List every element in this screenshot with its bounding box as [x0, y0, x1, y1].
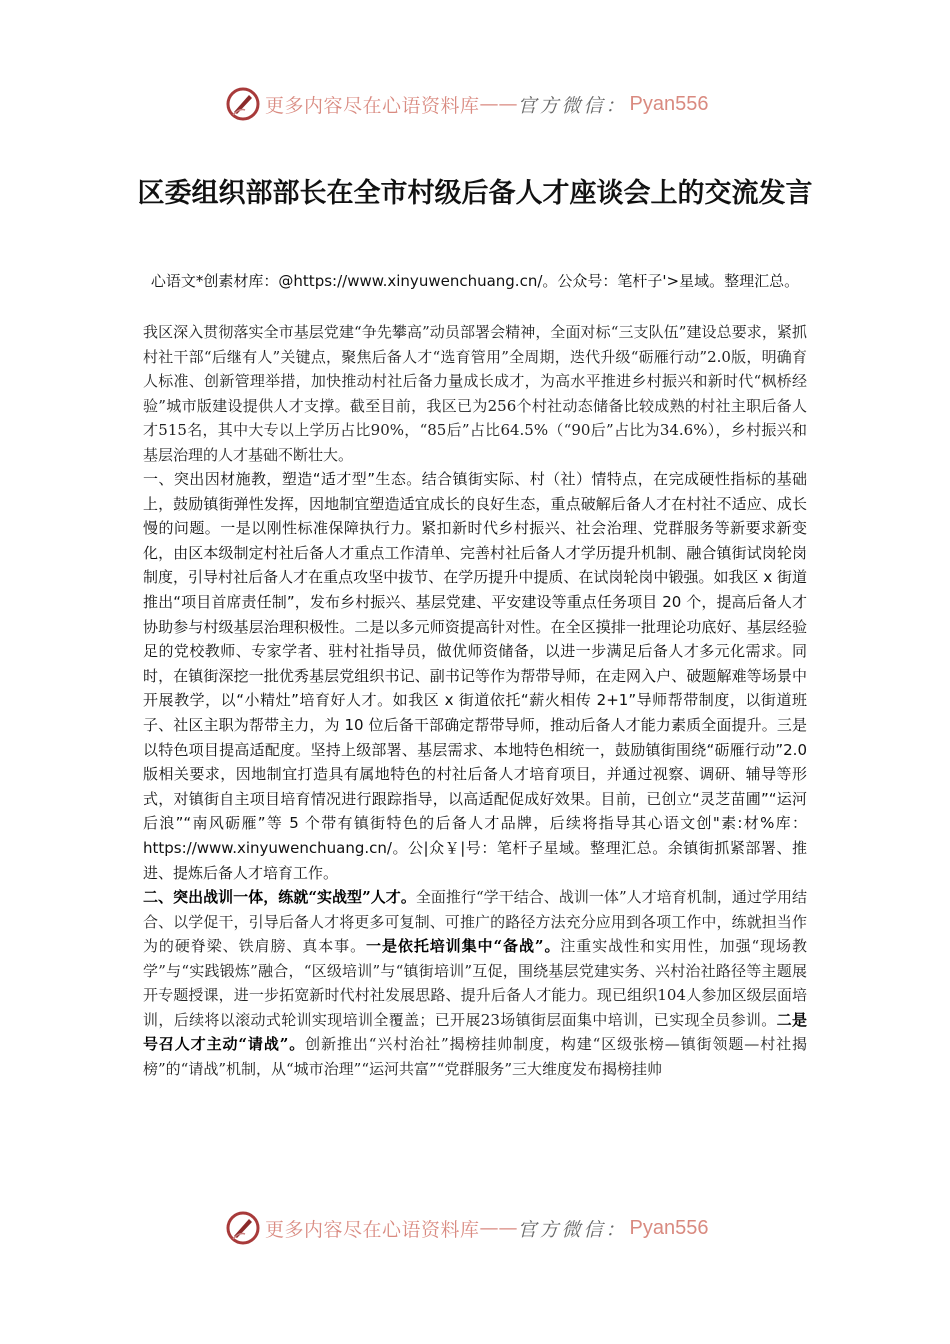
banner-wechat-label: 官方微信： [517, 94, 628, 117]
document-body [143, 320, 807, 1081]
section-2-paragraph [143, 885, 807, 1081]
section-2-subheading-2: 二是号召人才主动“请战”。 [143, 1010, 807, 1054]
quill-logo-icon [225, 1210, 261, 1246]
banner-wechat-id: Pyan556 [629, 92, 709, 115]
intro-paragraph: 我区深入贯彻落实全市基层党建“争先攀高”动员部署会精神，全面对标“三支队伍”建设总要求，紧抓村社干部“后继有人”关键点，聚焦后备人才“选育管用”全周期，迭代升级“砺雁行动”2.0版，明确育人标准、创新管理举措，加快推动村社后备力量成长成才，为高水平推进乡村振兴和新时代“枫桥经验”城市版建设提供人才支撑。截至目前，我区已为256个村社动态储备比较成熟的村社主职后备人才515名，其中大专以上学历占比90%，“85后”占比64.5%（“90后”占比为34.6%），乡村振兴和基层治理的人才基础不断壮大。 [143, 323, 807, 464]
banner-main-text: 更多内容尽在心语资料库 [265, 1218, 480, 1241]
footer-watermark-banner [225, 1208, 725, 1248]
source-note: 心语文*创素材库：@https://www.xinyuwenchuang.cn/。公众号：笔杆子'>星域。整理汇总。 [150, 272, 800, 290]
header-watermark-banner [225, 84, 725, 124]
banner-dash: —— [479, 1217, 518, 1239]
section-2-text-c: 创新推出“兴村治社”揭榜挂帅制度，构建“区级张榜—镇街领题—村社揭榜”的“请战”机制，从“城市治理”“运河共富”“党群服务”三大维度发布揭榜挂帅 [143, 1035, 807, 1078]
quill-logo-icon [225, 86, 261, 122]
banner-dash: —— [479, 93, 518, 115]
section-2-text-a: 全面推行“学干结合、战训一体”人才培育机制，通过学用结合、以学促干，引导后备人才将更多可复制、可推广的路径方法充分应用到各项工作中，练就担当作为的硬脊梁、铁肩膀、真本事。 [143, 888, 808, 956]
section-1-paragraph: 一、突出因材施教，塑造“适才型”生态。结合镇街实际、村（社）情特点，在完成硬性指标的基础上，鼓励镇街弹性发挥，因地制宜塑造适宜成长的良好生态，重点破解后备人才在村社不适应、成长慢的问题。一是以刚性标准保障执行力。紧扣新时代乡村振兴、社会治理、党群服务等新要求新变化，由区本级制定村社后备人才重点工作清单、完善村社后备人才学历提升机制、融合镇街试岗轮岗制度，引导村社后备人才在重点攻坚中拔节、在学历提升中提质、在试岗轮岗中锻强。如我区 x 街道推出“项目首席责任制”，发布乡村振兴、基层党建、平安建设等重点任务项目 20 个，提高后备人才协助参与村级基层治理积极性。二是以多元师资提高针对性。在全区摸排一批理论功底好、基层经验足的党校教师、专家学者、驻村社指导员，做优师资储备，以进一步满足后备人才多元化需求。同时，在镇街深挖一批优秀基层党组织书记、副书记等作为帮带导师，在走网入户、破题解难等场景中开展教学，以“小精灶”培育好人才。如我区 x 街道依托“薪火相传 2+1”导师帮带制度，以街道班子、社区主职为帮带主力，为 10 位后备干部确定帮带导师，推动后备人才能力素质全面提升。三是以特色项目提高适配度。坚持上级部署、基层需求、本地特色相统一，鼓励镇街围绕“砺雁行动”2.0 版相关要求，因地制宜打造具有属地特色的村社后备人才培育项目，并通过视察、调研、辅导等形式，对镇街自主项目培育情况进行跟踪指导，以高适配促成好效果。目前，已创立“灵芝苗圃”“运河后浪”“南风砺雁”等 5 个带有镇街特色的后备人才品牌，后续将指导其心语文创"素:材%库：https://www.xinyuwenchuang.cn/。公|众￥|号：笔杆子星域。整理汇总。余镇街抓紧部署、推进、提炼后备人才培育工作。 [143, 470, 807, 882]
banner-wechat-id: Pyan556 [629, 1216, 709, 1239]
banner-wechat-label: 官方微信： [517, 1218, 628, 1241]
banner-main-text: 更多内容尽在心语资料库 [265, 94, 480, 117]
section-2-text-b: 注重实战性和实用性，加强“现场教学”与“实践锻炼”融合，“区级培训”与“镇街培训”互促，围绕基层党建实务、兴村治社路径等主题展开专题授课，进一步拓宽新时代村社发展思路、提升后备人才能力。现已组织104人参加区级层面培训，后续将以滚动式轮训实现培训全覆盖；已开展23场镇街层面集中培训，已实现全员参训。 [143, 937, 807, 1029]
section-2-heading: 二、突出战训一体，练就“实战型”人才。 [143, 888, 416, 907]
section-2-subheading-1: 一是依托培训集中“备战”。 [366, 937, 561, 956]
document-title: 区委组织部部长在全市村级后备人才座谈会上的交流发言 [137, 178, 813, 210]
